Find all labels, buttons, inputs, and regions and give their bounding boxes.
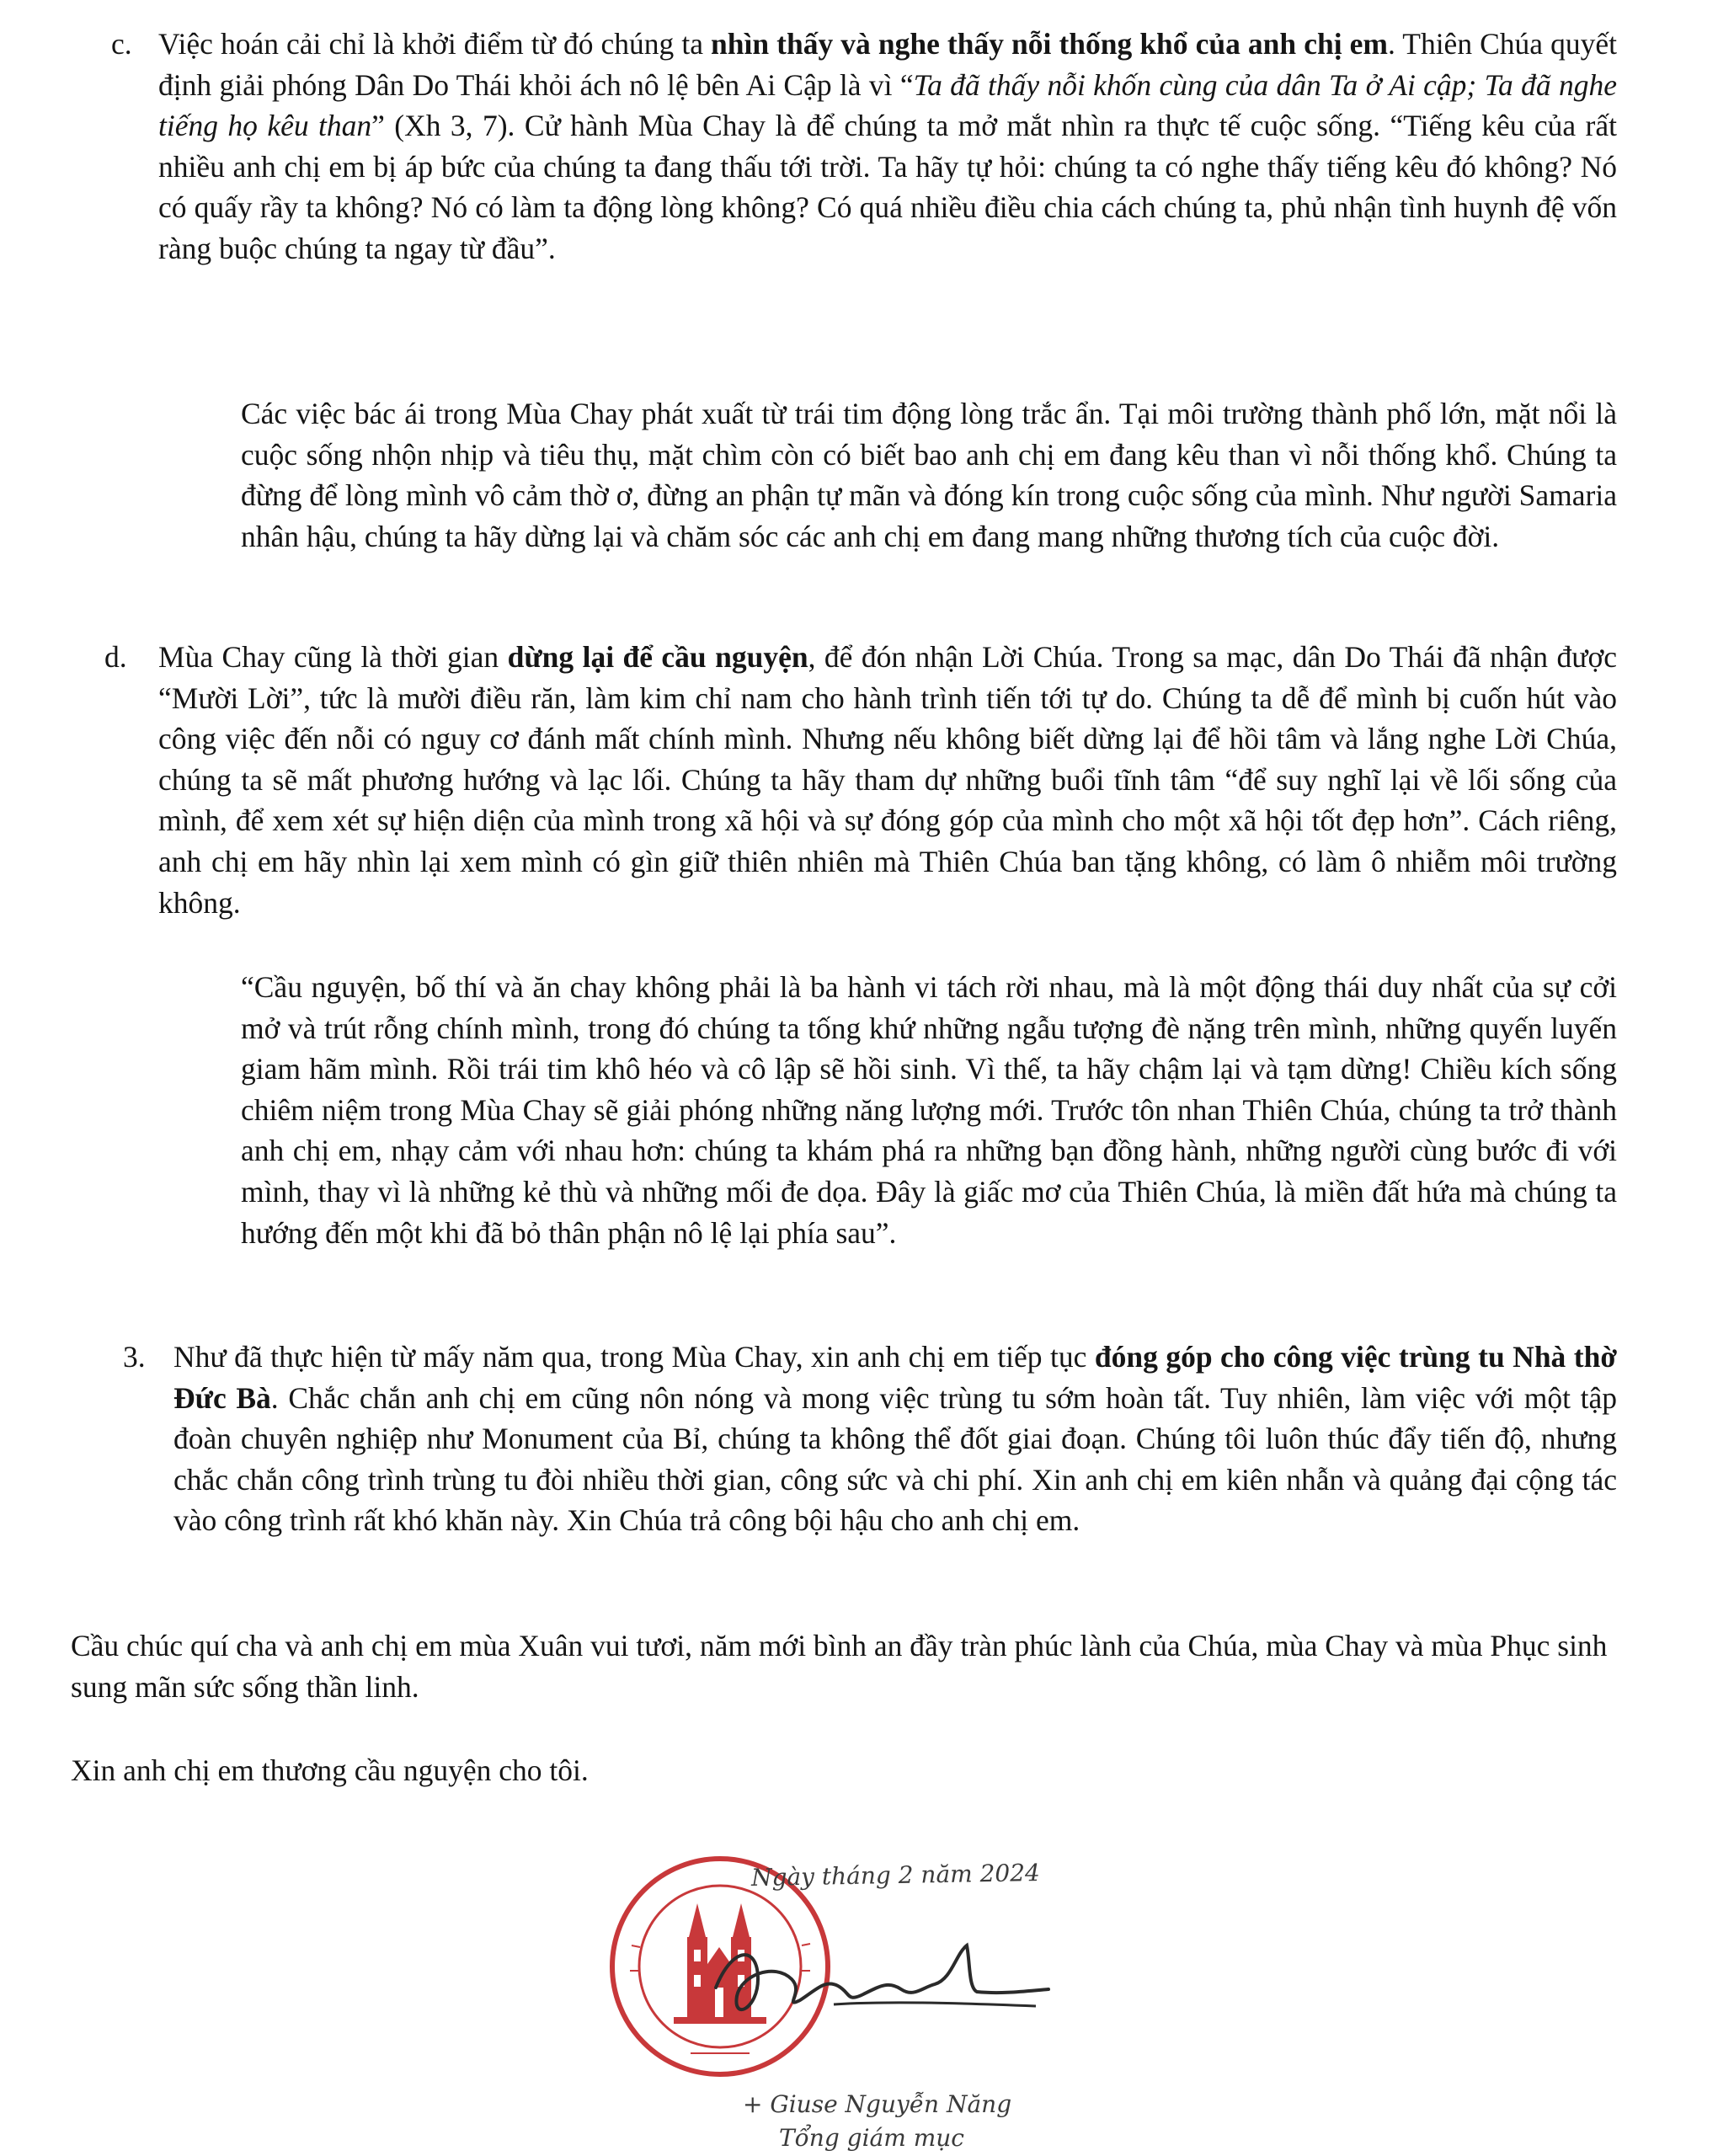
- signature-block: [606, 1836, 1078, 2156]
- text-run: Như đã thực hiện từ mấy năm qua, trong Mùa Chay, xin anh chị em tiếp tục: [173, 1340, 1095, 1374]
- section-d: [104, 637, 1617, 931]
- list-marker: 3.: [123, 1340, 146, 1374]
- section-c-text: [158, 24, 1617, 270]
- bishop-title: Tổng giám mục: [779, 2124, 964, 2152]
- closing-blessing: Cầu chúc quí cha và anh chị em mùa Xuân vui tươi, năm mới bình an đầy tràn phúc lành của Chúa, mùa Chay và mùa Phục sinh sung mãn sức sống thần linh.: [71, 1629, 1608, 1704]
- closing-request: Xin anh chị em thương cầu nguyện cho tôi.: [71, 1753, 589, 1787]
- text-run: , để đón nhận Lời Chúa. Trong sa mạc, dân Do Thái đã nhận được “Mười Lời”, tức là mười điều răn, làm kim chỉ nam cho hành trình tiến tới tự do. Chúng ta dễ để mình bị cuốn hút vào công việc đến nỗi có nguy cơ đánh mất chính mình. Nhưng nếu không biết dừng lại để hồi tâm và lắng nghe Lời Chúa, chúng ta sẽ mất phương hướng và lạc lối. Chúng ta hãy tham dự những buổi tĩnh tâm “để suy nghĩ lại về lối sống của mình, để xem xét sự hiện diện của mình trong xã hội và sự đóng góp của mình cho một xã hội tốt đẹp hơn”. Cách riêng, anh chị em hãy nhìn lại xem mình có gìn giữ thiên nhiên mà Thiên Chúa ban tặng không, có làm ô nhiễm môi trường không.: [158, 640, 1617, 920]
- italic-quote: Ta đã thấy nỗi khốn cùng của dân Ta ở Ai cập; Ta đã nghe tiếng họ kêu than: [158, 67, 1617, 143]
- charity-paragraph: Các việc bác ái trong Mùa Chay phát xuất từ trái tim động lòng trắc ẩn. Tại môi trường thành phố lớn, mặt nổi là cuộc sống nhộn nhịp và tiêu thụ, mặt chìm còn có biết bao anh chị em đang kêu than vì nỗi thống khổ. Chúng ta đừng để lòng mình vô cảm thờ ơ, đừng an phận tự mãn và đóng kín trong cuộc sống của mình. Như người Samaria nhân hậu, chúng ta hãy dừng lại và chăm sóc các anh chị em đang mang những thương tích của cuộc đời.: [241, 397, 1617, 553]
- handwritten-signature-icon: [699, 1929, 1053, 2038]
- section-3: [123, 1337, 1617, 1606]
- list-marker: d.: [104, 640, 127, 674]
- text-run: Việc hoán cải chỉ là khởi điểm từ đó chúng ta: [158, 27, 712, 61]
- bishop-name: + Giuse Nguyễn Năng: [743, 2090, 1012, 2118]
- bold-phrase: dừng lại để cầu nguyện: [507, 640, 808, 674]
- signature-date: Ngày tháng 2 năm 2024: [750, 1859, 1041, 1892]
- text-run: . Thiên Chúa quyết định giải phóng Dân Do Thái khỏi ách nô lệ bên Ai Cập là vì “: [158, 27, 1617, 102]
- text-run: Mùa Chay cũng là thời gian: [158, 640, 508, 674]
- text-run: . Chắc chắn anh chị em cũng nôn nóng và mong việc trùng tu sớm hoàn tất. Tuy nhiên, làm việc với một tập đoàn chuyên nghiệp như Monument của Bỉ, chúng ta không thể đốt giai đoạn. Chúng tôi luôn thúc đẩy tiến độ, nhưng chắc chắn công trình trùng tu đòi nhiều thời gian, công sức và chi phí. Xin anh chị em kiên nhẫn và quảng đại cộng tác vào công trình rất khó khăn này. Xin Chúa trả công bội hậu cho anh chị em.: [173, 1380, 1617, 1538]
- section-c: [111, 24, 1617, 360]
- section-3-text: [173, 1337, 1617, 1541]
- bold-phrase: đóng góp cho công việc trùng tu Nhà thờ Đức Bà: [173, 1340, 1618, 1415]
- list-marker: c.: [111, 27, 132, 61]
- bold-phrase: nhìn thấy và nghe thấy nỗi thống khổ của anh chị em: [711, 27, 1388, 61]
- section-d-text: [158, 637, 1617, 923]
- prayer-quote: “Cầu nguyện, bố thí và ăn chay không phải là ba hành vi tách rời nhau, mà là một động thái duy nhất của sự cởi mở và trút rỗng chính mình, trong đó chúng ta tống khứ những ngẫu tượng đè nặng trên mình, những quyến luyến giam hãm mình. Rồi trái tim khô héo và cô lập sẽ hồi sinh. Vì thế, ta hãy chậm lại và tạm dừng! Chiều kích sống chiêm niệm trong Mùa Chay sẽ giải phóng những năng lượng mới. Trước tôn nhan Thiên Chúa, chúng ta trở thành anh chị em, nhạy cảm với nhau hơn: chúng ta khám phá ra những bạn đồng hành, những người cùng bước đi với mình, thay vì là những kẻ thù và những mối đe dọa. Đây là giấc mơ của Thiên Chúa, là miền đất hứa mà chúng ta hướng đến một khi đã bỏ thân phận nô lệ lại phía sau”.: [241, 970, 1617, 1250]
- text-run: ” (Xh 3, 7). Cử hành Mùa Chay là để chúng ta mở mắt nhìn ra thực tế cuộc sống. “Tiếng kêu của rất nhiều anh chị em bị áp bức của chúng ta đang thấu tới trời. Ta hãy tự hỏi: chúng ta có nghe thấy tiếng kêu đó không? Nó có quấy rầy ta không? Nó có làm ta động lòng không? Có quá nhiều điều chia cách chúng ta, phủ nhận tình huynh đệ vốn ràng buộc chúng ta ngay từ đầu”.: [158, 109, 1617, 265]
